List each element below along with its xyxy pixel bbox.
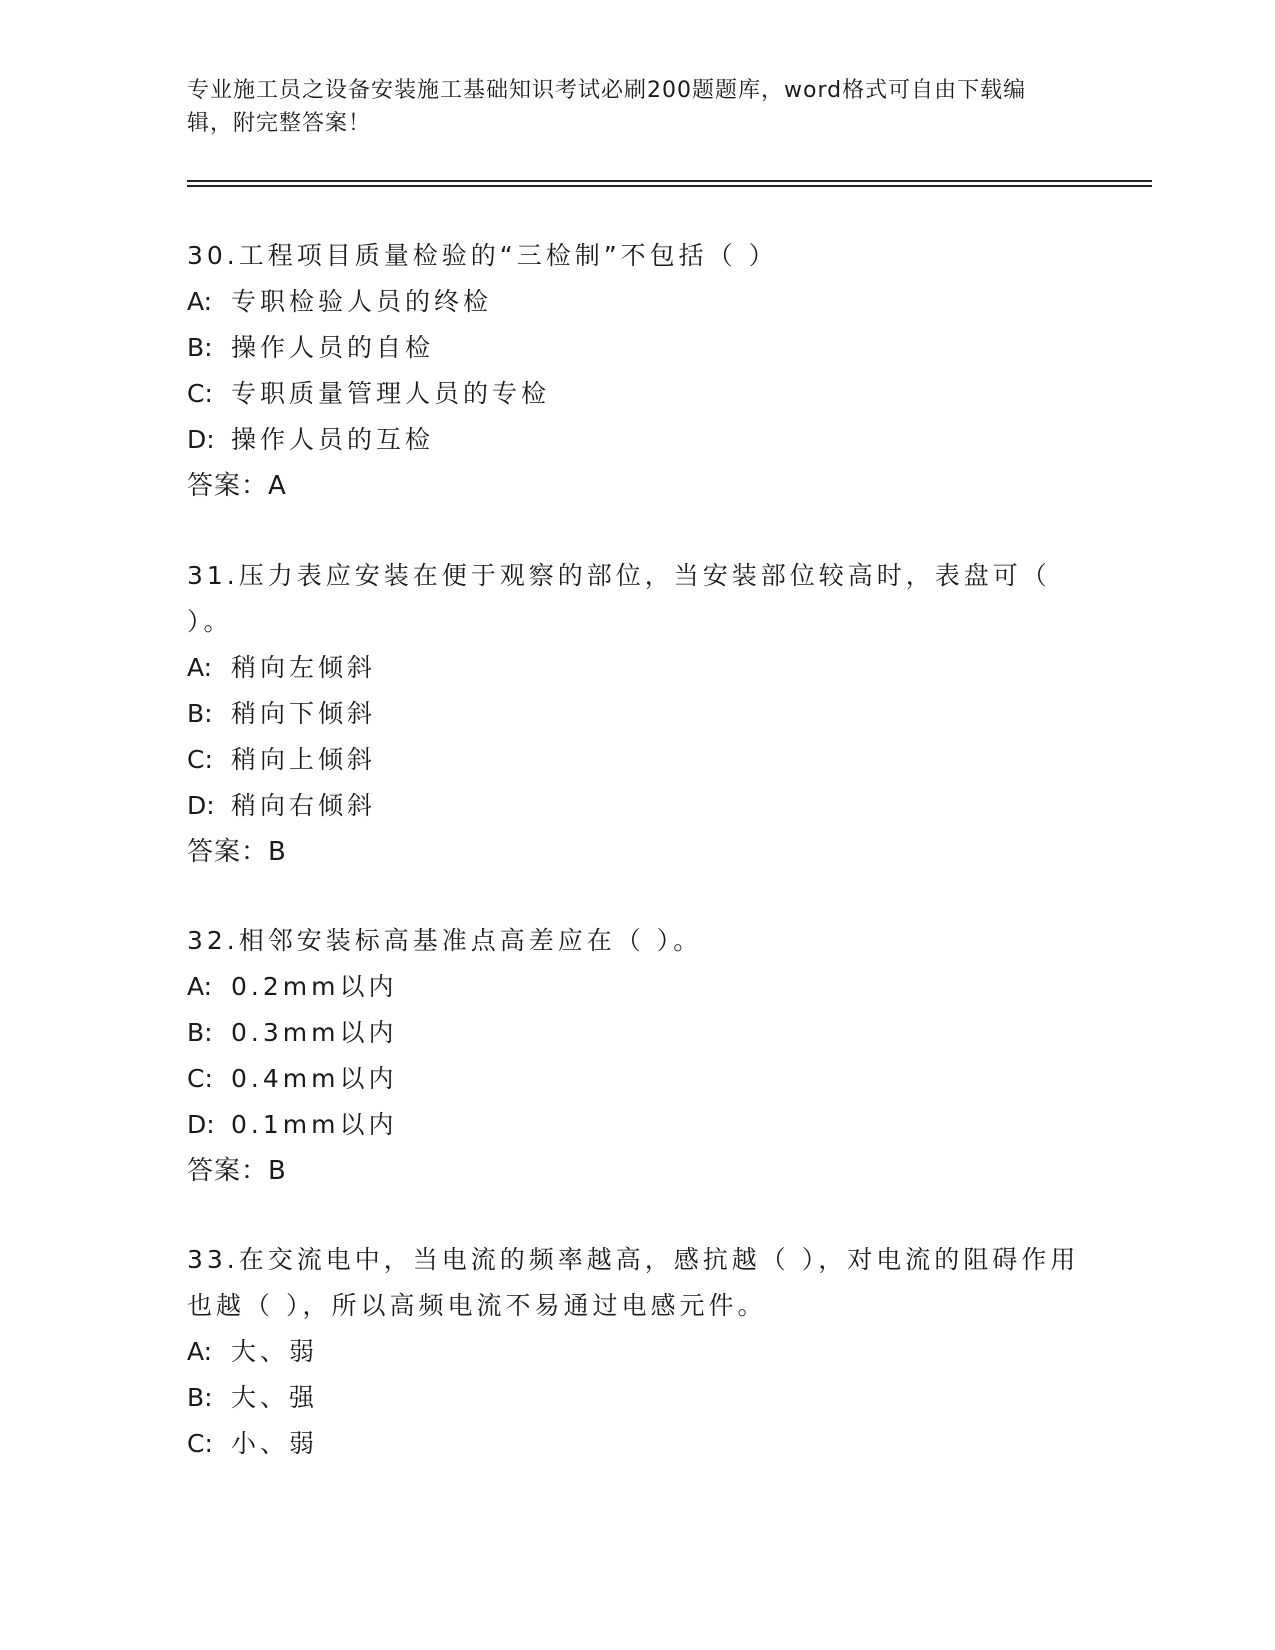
option-key: C: [187,1064,213,1093]
option-text: 专职检验人员的终检 [231,287,493,316]
option-key: C: [187,379,213,408]
option-key: A: [187,1337,213,1366]
option-key: D: [187,791,215,820]
option-text: 稍向右倾斜 [231,791,377,820]
option-c [187,371,1087,417]
option-text: 稍向下倾斜 [231,699,377,728]
option-key: B: [187,1018,213,1047]
option-key: A: [187,653,213,682]
option-text: 稍向上倾斜 [231,745,377,774]
question-31 [187,553,1087,875]
option-key: D: [187,425,215,454]
option-c [187,1421,1087,1467]
option-key: C: [187,745,213,774]
option-b [187,1375,1087,1421]
option-a [187,964,1087,1010]
option-key: A: [187,287,213,316]
option-text: 0.3mm以内 [231,1018,398,1047]
header-divider-bottom [187,185,1152,187]
option-key: B: [187,333,213,362]
option-text: 小、弱 [231,1429,319,1458]
question-stem: 33.在交流电中，当电流的频率越高，感抗越（ ），对电流的阻碍作用也越（ ），所以高频电流不易通过电感元件。 [187,1245,1080,1320]
option-a [187,645,1087,691]
question-stem: 30.工程项目质量检验的“三检制”不包括（ ） [187,241,778,270]
option-c [187,737,1087,783]
option-b [187,325,1087,371]
option-c [187,1056,1087,1102]
option-text: 操作人员的互检 [231,425,435,454]
option-d [187,1102,1087,1148]
option-text: 0.4mm以内 [231,1064,398,1093]
option-text: 稍向左倾斜 [231,653,377,682]
question-33 [187,1237,1087,1467]
option-a [187,279,1087,325]
question-30 [187,233,1087,509]
answer: 答案：A [187,471,287,501]
option-key: C: [187,1429,213,1458]
question-stem: 31.压力表应安装在便于观察的部位，当安装部位较高时，表盘可（ ）。 [187,561,1051,636]
question-32 [187,918,1087,1194]
question-stem: 32.相邻安装标高基准点高差应在（ ）。 [187,926,703,955]
option-text: 大、弱 [231,1337,319,1366]
option-key: D: [187,1110,215,1139]
option-text: 0.2mm以内 [231,972,398,1001]
answer: 答案：B [187,1156,287,1186]
option-b [187,691,1087,737]
option-key: A: [187,972,213,1001]
option-text: 操作人员的自检 [231,333,435,362]
option-d [187,783,1087,829]
answer: 答案：B [187,837,287,867]
option-a [187,1329,1087,1375]
option-text: 大、强 [231,1383,319,1412]
option-key: B: [187,1383,213,1412]
option-d [187,417,1087,463]
header-divider-top [187,180,1152,182]
option-b [187,1010,1087,1056]
option-text: 专职质量管理人员的专检 [231,379,551,408]
option-text: 0.1mm以内 [231,1110,398,1139]
document-header: 专业施工员之设备安装施工基础知识考试必刷200题题库，word格式可自由下载编辑，附完整答案！ [187,78,1027,136]
option-key: B: [187,699,213,728]
